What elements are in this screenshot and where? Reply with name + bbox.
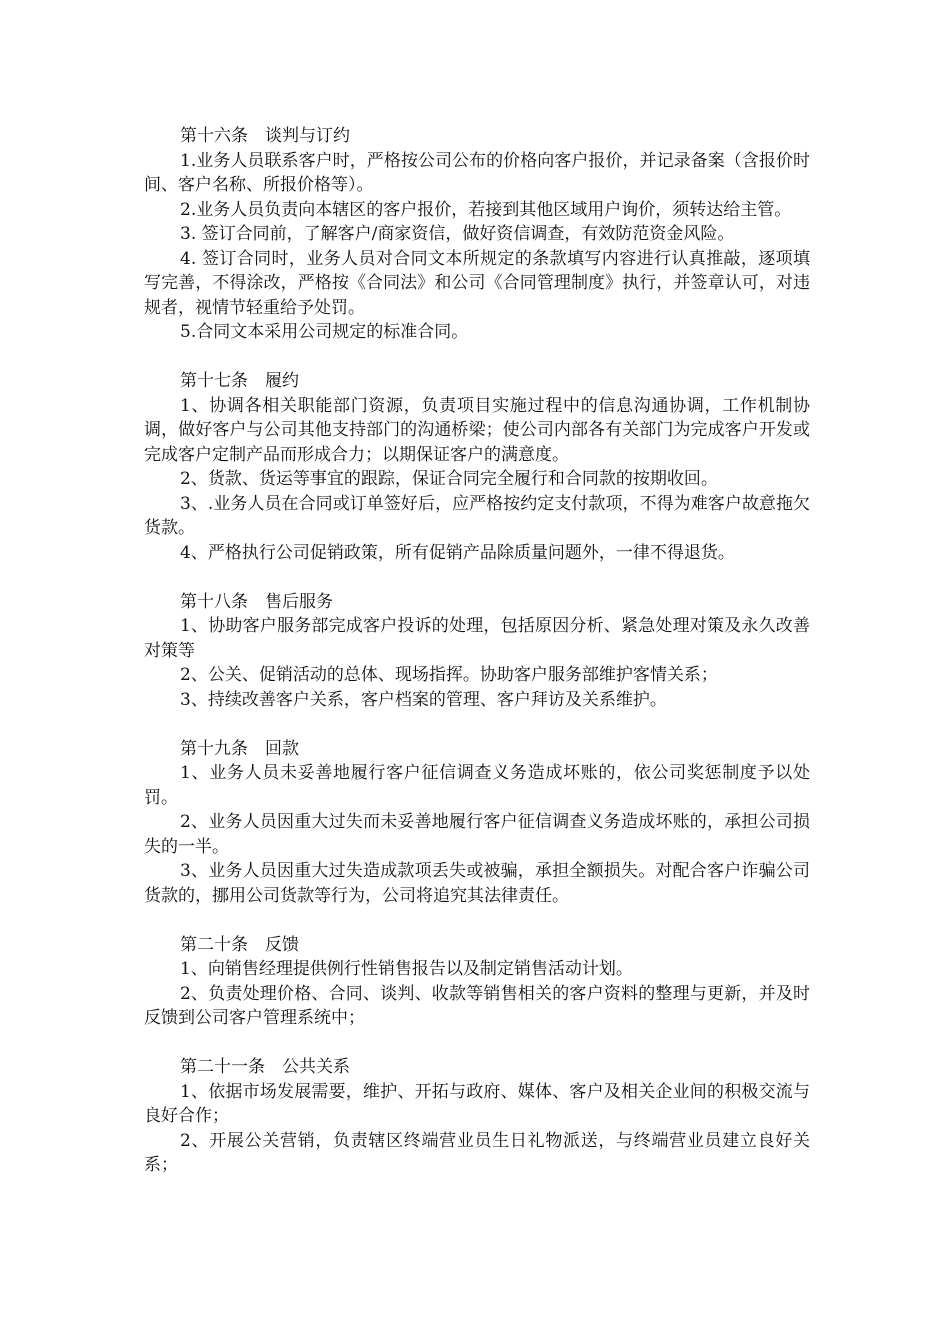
article-heading: 第十七条 履约 (180, 371, 299, 391)
paragraph: 2、负责处理价格、合同、谈判、收款等销售相关的客户资料的整理与更新，并及时反馈到公司客户管理系统中； (144, 983, 810, 1028)
paragraph: 3、持续改善客户关系，客户档案的管理、客户拜访及关系维护。 (180, 689, 667, 710)
paragraph: 4、严格执行公司促销政策，所有促销产品除质量问题外，一律不得退货。 (180, 542, 735, 563)
paragraph: 1、业务人员未妥善地履行客户征信调查义务造成坏账的，依公司奖惩制度予以处罚。 (144, 763, 810, 808)
paragraph: 3、业务人员因重大过失造成款项丢失或被骗，承担全额损失。对配合客户诈骗公司货款的，挪用公司货款等行为，公司将追究其法律责任。 (144, 861, 810, 906)
paragraph: 2、公关、促销活动的总体、现场指挥。协助客户服务部维护客情关系； (180, 665, 718, 685)
article-heading: 第二十条 反馈 (180, 934, 299, 955)
article-heading: 第十六条 谈判与订约 (180, 126, 350, 146)
paragraph: 3. 签订合同前，了解客户/商家资信，做好资信调查，有效防范资金风险。 (180, 224, 735, 244)
paragraph: 1、协调各相关职能部门资源，负责项目实施过程中的信息沟通协调，工作机制协调，做好客户与公司其他支持部门的沟通桥梁；使公司内部各有关部门为完成客户开发或完成客户定制产品而形成合力；以期保证客户的满意度。 (144, 395, 810, 465)
article-21 (144, 1055, 810, 1178)
document-page (144, 124, 810, 1202)
paragraph: 1、依据市场发展需要，维护、开拓与政府、媒体、客户及相关企业间的积极交流与良好合作； (144, 1081, 810, 1126)
paragraph: 2、开展公关营销，负责辖区终端营业员生日礼物派送，与终端营业员建立良好关系； (144, 1130, 810, 1175)
article-18 (144, 590, 810, 713)
article-heading: 第十九条 回款 (180, 738, 299, 759)
paragraph: 2.业务人员负责向本辖区的客户报价，若接到其他区域用户询价，须转达给主管。 (180, 199, 792, 220)
article-17 (144, 369, 810, 565)
paragraph: 3、.业务人员在合同或订单签好后，应严格按约定支付款项，不得为难客户故意拖欠货款。 (144, 493, 810, 538)
paragraph: 1.业务人员联系客户时，严格按公司公布的价格向客户报价，并记录备案（含报价时间、客户名称、所报价格等）。 (144, 150, 810, 195)
paragraph: 4. 签订合同时，业务人员对合同文本所规定的条款填写内容进行认真推敲，逐项填写完善，不得涂改，严格按《合同法》和公司《合同管理制度》执行，并签章认可，对违规者，视情节轻重给予处罚。 (144, 248, 810, 318)
paragraph: 1、协助客户服务部完成客户投诉的处理，包括原因分析、紧急处理对策及永久改善对策等 (144, 616, 810, 661)
article-16 (144, 124, 810, 345)
article-heading: 第二十一条 公共关系 (180, 1057, 350, 1077)
paragraph: 5.合同文本采用公司规定的标准合同。 (180, 322, 469, 342)
paragraph: 1、向销售经理提供例行性销售报告以及制定销售活动计划。 (180, 959, 633, 979)
article-19 (144, 737, 810, 909)
article-20 (144, 933, 810, 1031)
article-heading: 第十八条 售后服务 (180, 591, 333, 612)
paragraph: 2、业务人员因重大过失而未妥善地履行客户征信调查义务造成坏账的，承担公司损失的一半。 (144, 812, 810, 857)
paragraph: 2、货款、货运等事宜的跟踪，保证合同完全履行和合同款的按期收回。 (180, 469, 718, 489)
